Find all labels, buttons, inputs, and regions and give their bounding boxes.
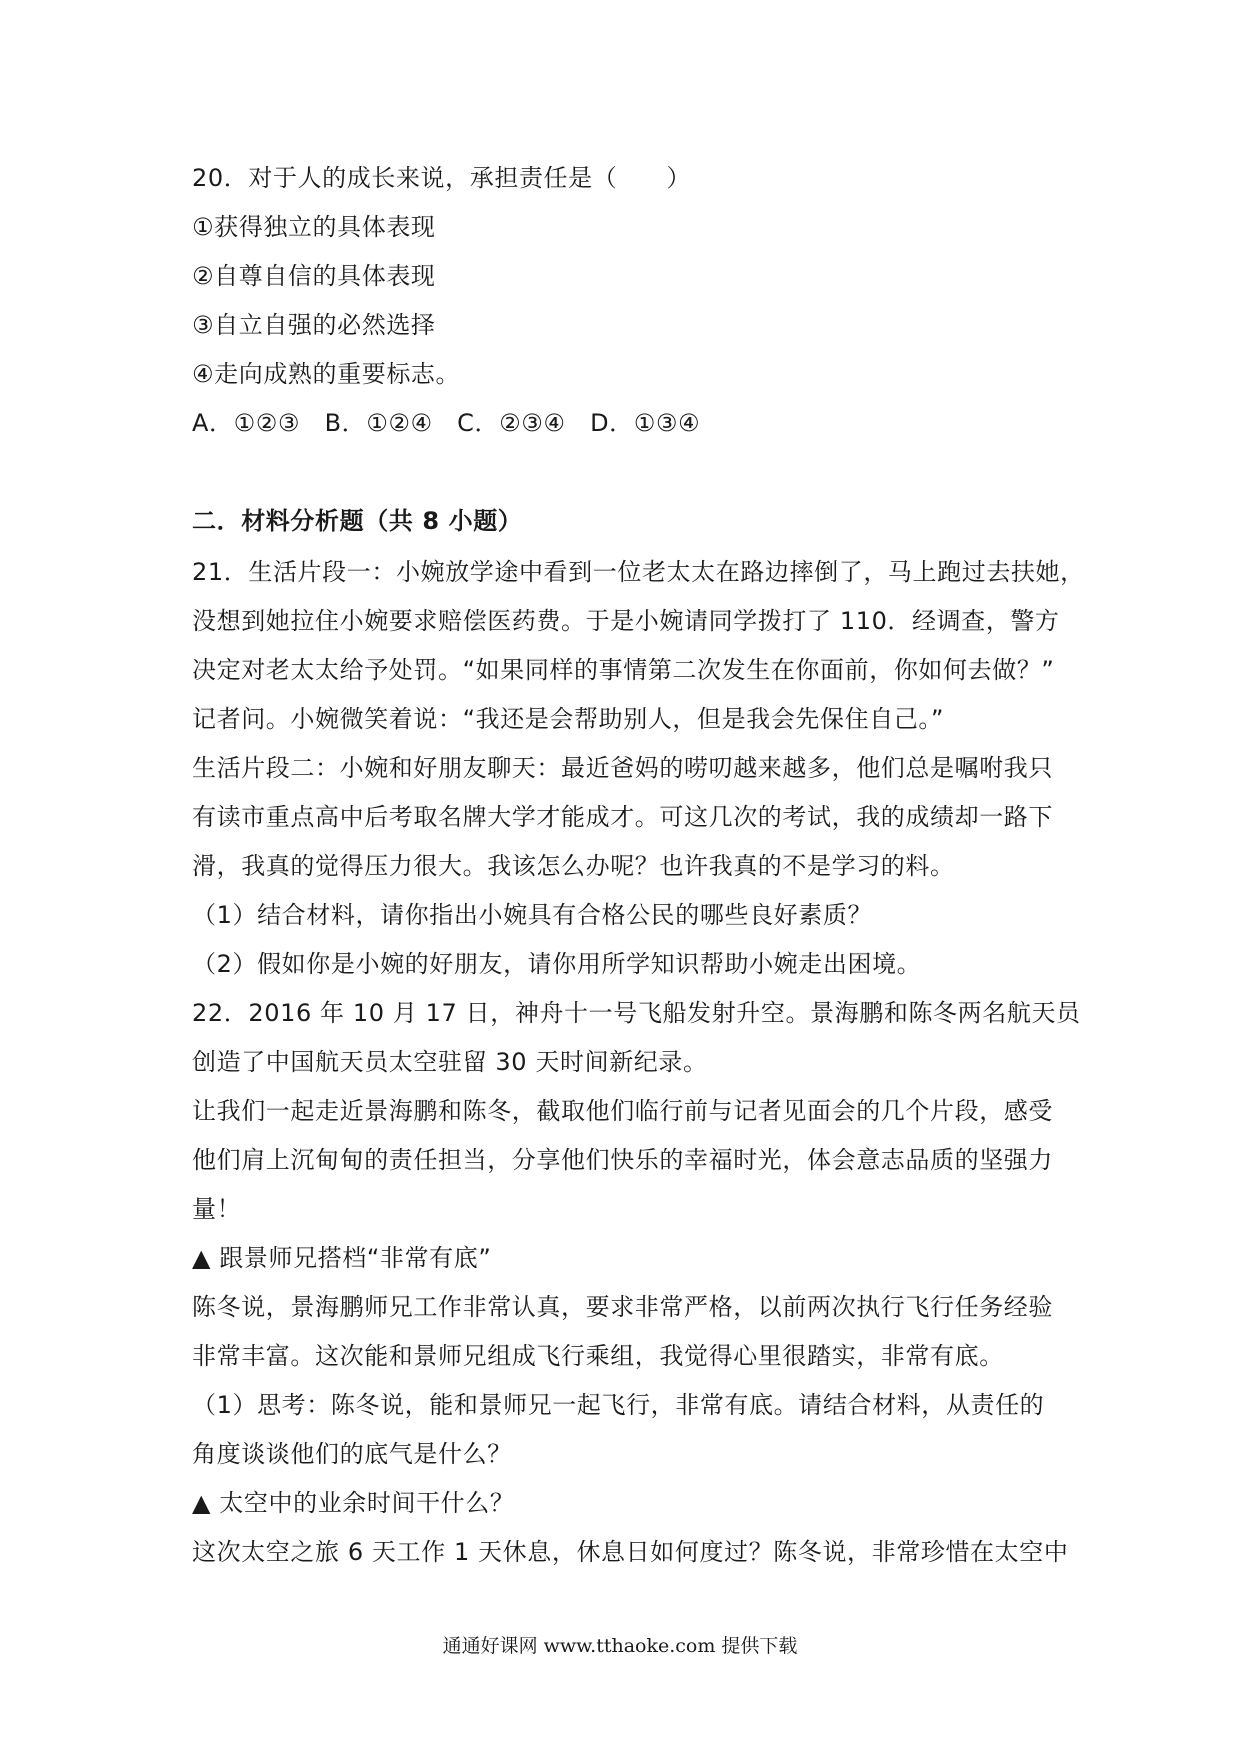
q21-line: 生活片段二：小婉和好朋友聊天：最近爸妈的唠叨越来越多，他们总是嘱咐我只 — [192, 754, 1053, 782]
q21-subquestion: （2）假如你是小婉的好朋友，请你用所学知识帮助小婉走出困境。 — [192, 950, 922, 978]
q22-subquestion: 角度谈谈他们的底气是什么？ — [192, 1440, 512, 1468]
q21-line: 决定对老太太给予处罚。“如果同样的事情第二次发生在你面前，你如何去做？” — [192, 656, 1055, 684]
q21-line: 滑，我真的觉得压力很大。我该怎么办呢？也许我真的不是学习的料。 — [192, 852, 955, 880]
q20-options: A．①②③ B．①②④ C．②③④ D．①③④ — [192, 409, 701, 437]
section-heading: 二．材料分析题（共 8 小题） — [192, 507, 523, 535]
q22-subheading: ▲ 跟景师兄搭档“非常有底” — [192, 1244, 492, 1272]
q22-line: 创造了中国航天员太空驻留 30 天时间新纪录。 — [192, 1048, 708, 1076]
q22-line: 非常丰富。这次能和景师兄组成飞行乘组，我觉得心里很踏实，非常有底。 — [192, 1342, 1004, 1370]
page-footer: 通通好课网 www.tthaoke.com 提供下载 — [442, 1635, 798, 1657]
q21-subquestion: （1）结合材料，请你指出小婉具有合格公民的哪些良好素质？ — [192, 901, 873, 929]
q20-item-3: ③自立自强的必然选择 — [192, 311, 436, 339]
q21-line: 有读市重点高中后考取名牌大学才能成才。可这几次的考试，我的成绩却一路下 — [192, 803, 1053, 831]
q21-line: 没想到她拉住小婉要求赔偿医药费。于是小婉请同学拨打了 110．经调查，警方 — [192, 607, 1060, 635]
q22-line: 22．2016 年 10 月 17 日，神舟十一号飞船发射升空。景海鹏和陈冬两名航天员 — [192, 999, 1081, 1027]
q20-item-1: ①获得独立的具体表现 — [192, 213, 436, 241]
q22-line: 他们肩上沉甸甸的责任担当，分享他们快乐的幸福时光，体会意志品质的坚强力 — [192, 1146, 1053, 1174]
q22-line: 量！ — [192, 1195, 242, 1223]
q20-stem: 20．对于人的成长来说，承担责任是（ ） — [192, 164, 692, 192]
q21-line: 21．生活片段一：小婉放学途中看到一位老太太在路边摔倒了，马上跑过去扶她， — [192, 558, 1085, 586]
q22-subheading: ▲ 太空中的业余时间干什么？ — [192, 1489, 515, 1517]
q22-line: 这次太空之旅 6 天工作 1 天休息，休息日如何度过？陈冬说，非常珍惜在太空中 — [192, 1538, 1069, 1566]
q22-line: 陈冬说，景海鹏师兄工作非常认真，要求非常严格，以前两次执行飞行任务经验 — [192, 1293, 1053, 1321]
q21-line: 记者问。小婉微笑着说：“我还是会帮助别人，但是我会先保住自己。” — [192, 705, 945, 733]
q20-item-2: ②自尊自信的具体表现 — [192, 262, 436, 290]
q22-line: 让我们一起走近景海鹏和陈冬，截取他们临行前与记者见面会的几个片段，感受 — [192, 1097, 1053, 1125]
q22-subquestion: （1）思考：陈冬说，能和景师兄一起飞行，非常有底。请结合材料，从责任的 — [192, 1391, 1045, 1419]
q20-item-4: ④走向成熟的重要标志。 — [192, 360, 461, 388]
